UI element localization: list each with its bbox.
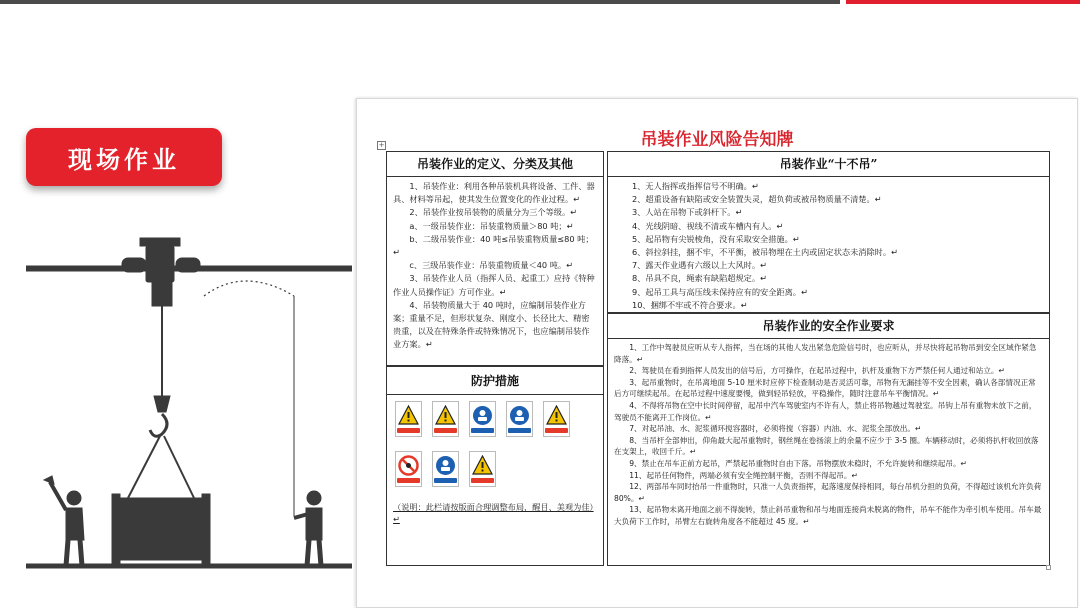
worker-left-arm xyxy=(50,482,66,510)
hook-block xyxy=(154,396,170,412)
ten-prohibitions-body xyxy=(608,177,1049,314)
load-cylinder xyxy=(118,498,204,560)
sling-left xyxy=(128,436,160,498)
definition-heading: 吊装作业的定义、分类及其他 xyxy=(387,152,603,177)
protection-panel xyxy=(386,366,604,566)
safety-paragraph: 11、起吊任何物件，两端必须有安全绳控制平衡，否则不得起吊。↵ xyxy=(629,470,858,480)
caution-sign-icon xyxy=(469,451,496,487)
prohibition-item: 1、无人指挥或指挥信号不明确。↵ xyxy=(632,181,759,191)
crane-trolley xyxy=(146,246,174,282)
prohibition-item: 6、斜拉斜挂，捆不牢，不平衡，被吊物埋在土内或固定状态未消除时。↵ xyxy=(632,247,898,258)
load-flange-left xyxy=(112,494,120,564)
worker-left-head xyxy=(67,491,81,505)
crane-illustration xyxy=(26,236,352,584)
protection-note: （说明：此栏请按版面合理调整布局，醒目、美观为佳）↵ xyxy=(393,502,594,524)
worker-left-legs xyxy=(66,540,82,566)
definition-body xyxy=(387,177,603,354)
definition-paragraph: 1、吊装作业：利用各种吊装机具将设备、工件、器具、材料等吊起，使其发生位置变化的作业过程。↵ xyxy=(393,181,595,205)
ten-prohibitions-panel xyxy=(607,151,1050,313)
worker-right-body xyxy=(306,508,322,540)
safety-paragraph: 8、当吊杆全部伸出，仰角最大起吊重物时，钢丝绳在卷扬滚上的余量不应少于 3-5 圈。车辆移动时，必须将扒杆收回放落在支架上，收回千斤。↵ xyxy=(614,435,1039,457)
helmet-sign-icon xyxy=(469,401,496,437)
prohibition-sign-icon xyxy=(395,451,422,487)
section-badge xyxy=(26,128,222,186)
document-title: 吊装作业风险告知牌 xyxy=(640,130,794,150)
definition-paragraph: b、二级吊装作业：40 吨≤吊装重物质量≤80 吨；↵ xyxy=(393,233,594,258)
sling-right xyxy=(164,436,194,498)
safety-paragraph: 7、对起吊油、水、泥浆循环搅容器时，必须将搅（容器）内油、水、泥浆全部放出。↵ xyxy=(629,424,922,434)
warning-sign-2-icon xyxy=(432,401,459,437)
trolley-top xyxy=(140,238,180,246)
safety-paragraph: 1、工作中驾驶员应听从专人指挥，当在场的其他人发出紧急危险信号时，也应听从，并尽快将起吊物吊到安全区域作紧急降落。↵ xyxy=(614,343,1037,364)
worker-right-head xyxy=(307,491,321,505)
safety-panel xyxy=(607,313,1050,566)
protection-signs xyxy=(387,395,603,487)
safety-paragraph: 13、起吊物未离开地面之前不得旋转，禁止斜吊重物和吊与地面连接尚未脱离的物件，吊车不能作为牵引机车使用。吊车最大负荷下工作时，吊臂左右旋转角度各不能超过 45 度。↵ xyxy=(614,505,1042,526)
safety-heading: 吊装作业的安全作业要求 xyxy=(608,314,1049,339)
safety-body xyxy=(608,339,1049,530)
prohibition-item: 9、起吊工具与高压线未保持应有的安全距离。↵ xyxy=(632,286,808,297)
mandatory-sign-2-icon xyxy=(432,451,459,487)
definition-paragraph: 4、吊装物质量大于 40 吨时，应编制吊装作业方案；重量不足，但形状复杂、刚度小、长径比大、精密贵重，以及在特殊条件或特殊情况下，也应编制吊装作业方案。↵ xyxy=(393,299,590,350)
prohibition-item: 8、吊具不良，绳索有缺陷超规定。↵ xyxy=(632,273,767,284)
top-red-bar xyxy=(846,0,1080,4)
ground-line xyxy=(26,564,352,568)
table-anchor-icon[interactable]: + xyxy=(378,141,385,149)
prohibition-item: 10、捆绑不牢或不符合要求。↵ xyxy=(632,299,748,310)
ten-prohibitions-heading: 吊装作业“十不吊” xyxy=(608,152,1049,177)
trolley-wheel-left xyxy=(122,258,146,272)
definition-paragraph: a、一级吊装作业：吊装重物质量＞80 吨；↵ xyxy=(409,220,574,231)
definition-paragraph: 2、吊装作业按吊装物的质量分为三个等级。↵ xyxy=(409,207,578,218)
prohibition-item: 2、超重设备有缺陷或安全装置失灵，超负荷或被吊物质量不清楚。↵ xyxy=(632,194,882,205)
definition-paragraph: c、三级吊装作业：吊装重物质量＜40 吨。↵ xyxy=(409,260,573,271)
safety-paragraph: 9、禁止在吊车正前方起吊，严禁起吊重物时自由下落。吊物摆放未稳时，不允许旋转和继续起吊。↵ xyxy=(629,458,967,468)
safety-paragraph: 3、起吊重物时，在吊离地面 5-10 厘米时应停下检查制动是否灵活可靠，吊物有无漏挂等不安全因素，确认各部情况正常后方可继续起吊。在起吊过程中速度要慢，做到轻吊轻放，平稳操作，随时注意吊车平衡情况。↵ xyxy=(614,377,1036,399)
sign-row xyxy=(395,401,595,437)
warning-sign-1-icon xyxy=(395,401,422,437)
prohibition-item: 7、露天作业遇有六级以上大风时。↵ xyxy=(632,260,767,271)
safety-paragraph: 2、驾驶员在看到指挥人员发出的信号后，方可操作，在起吊过程中，扒杆及重物下方严禁任何人通过和站立。↵ xyxy=(629,366,1005,376)
mandatory-sign-icon xyxy=(506,401,533,437)
tag-line-top xyxy=(204,281,294,296)
definition-paragraph: 3、吊装作业人员（指挥人员、起重工）应持《特种作业人员操作证》方可作业。↵ xyxy=(393,273,595,297)
safety-paragraph: 4、不得将吊物在空中长时间停留，起吊中汽车驾驶室内不许有人，禁止将吊物越过驾驶室。吊钩上吊有重物未放下之前，驾驶员不能离开工作岗位。↵ xyxy=(614,400,1037,422)
prohibition-item: 3、人站在吊物下或斜杆下。↵ xyxy=(632,207,743,218)
table-resize-handle[interactable] xyxy=(1046,565,1051,570)
risk-notice-document xyxy=(356,98,1078,608)
worker-left-body xyxy=(66,508,84,540)
sign-row xyxy=(395,451,595,487)
hook xyxy=(150,414,167,436)
definition-panel xyxy=(386,151,604,366)
top-dark-bar xyxy=(0,0,840,4)
prohibition-item: 5、起吊物有尖锐棱角，没有采取安全措施。↵ xyxy=(632,233,800,244)
worker-right-legs xyxy=(307,540,321,566)
protection-heading: 防护措施 xyxy=(387,367,603,395)
prohibition-item: 4、光线阴暗、视线不清或车槽内有人。↵ xyxy=(632,220,784,231)
safety-paragraph: 12、两部吊车同时抬吊一件重物时，只准一人负责指挥，起落速度保持相同，每台吊机分担的负荷，不得超过该机允许负荷 80%。↵ xyxy=(614,482,1042,503)
load-flange-right xyxy=(202,494,210,564)
trolley-wheel-right xyxy=(176,258,200,272)
section-badge-label: 现场作业 xyxy=(68,145,180,174)
hoist-drum xyxy=(152,282,172,306)
warning-sign-3-icon xyxy=(543,401,570,437)
